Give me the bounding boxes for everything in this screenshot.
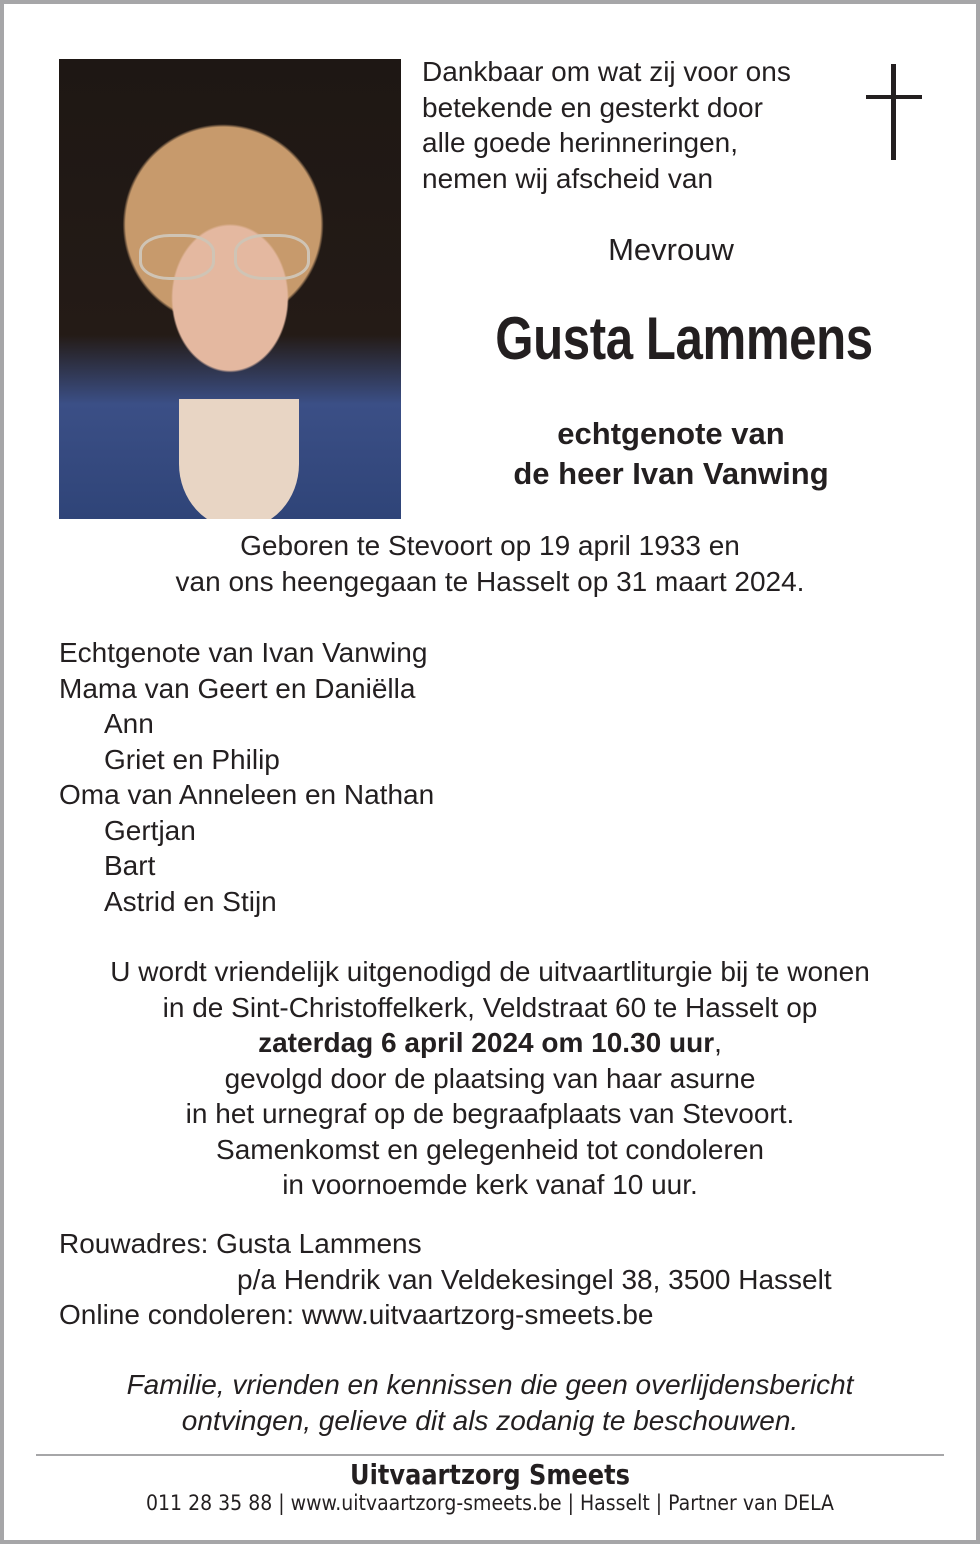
portrait-photo <box>59 59 401 519</box>
family-line: Oma van Anneleen en Nathan <box>59 779 435 810</box>
invitation-line: in voornoemde kerk vanaf 10 uur. <box>282 1169 698 1200</box>
family-list <box>59 635 434 919</box>
online-condolences[interactable]: Online condoleren: www.uitvaartzorg-smeets.be <box>59 1299 654 1330</box>
spouse-line: echtgenote van <box>557 416 785 451</box>
death-line: van ons heengegaan te Hasselt op 31 maart 2024. <box>175 565 805 597</box>
birth-death-text <box>4 528 976 599</box>
death-notice-card <box>4 4 976 1540</box>
cross-icon <box>866 64 922 160</box>
invitation-line: gevolgd door de plaatsing van haar asurne <box>224 1062 756 1094</box>
funeral-home-contact: 011 28 35 88 | www.uitvaartzorg-smeets.be | Hasselt | Partner van DELA <box>146 1491 834 1515</box>
family-line: Griet en Philip <box>104 743 280 775</box>
invitation-line: in de Sint-Christoffelkerk, Veldstraat 60 te Hasselt op <box>162 991 818 1023</box>
invitation-text <box>4 954 976 1203</box>
comma: , <box>714 1027 722 1058</box>
mourning-address: p/a Hendrik van Veldekesingel 38, 3500 Hasselt <box>237 1263 832 1295</box>
intro-line: alle goede herinneringen, <box>422 127 739 158</box>
family-line: Bart <box>104 850 156 881</box>
family-line: Gertjan <box>104 814 196 846</box>
spouse-line: de heer Ivan Vanwing <box>513 456 829 491</box>
mourning-address-label: Rouwadres: Gusta Lammens <box>59 1228 422 1259</box>
family-line: Ann <box>104 708 154 739</box>
notice-line: ontvingen, gelieve dit als zodanig te beschouwen. <box>181 1404 799 1436</box>
funeral-date-bold: zaterdag 6 april 2024 om 10.30 uur <box>258 1027 715 1058</box>
family-line: Echtgenote van Ivan Vanwing <box>59 637 428 668</box>
address-block <box>59 1226 832 1333</box>
honorific: Mevrouw <box>608 232 734 267</box>
spouse-text <box>424 414 918 494</box>
funeral-home-name: Uitvaartzorg Smeets <box>350 1458 630 1491</box>
photo-detail <box>139 234 215 280</box>
photo-detail <box>179 399 299 519</box>
family-line: Astrid en Stijn <box>104 885 277 917</box>
intro-line: Dankbaar om wat zij voor ons <box>422 56 791 87</box>
notice-text <box>4 1367 976 1438</box>
invitation-line: Samenkomst en gelegenheid tot condoleren <box>216 1133 764 1165</box>
intro-line: betekende en gesterkt door <box>422 91 763 123</box>
notice-line: Familie, vrienden en kennissen die geen overlijdensbericht <box>126 1369 854 1400</box>
photo-detail <box>234 234 310 280</box>
footer-divider <box>36 1454 944 1456</box>
invitation-line: U wordt vriendelijk uitgenodigd de uitvaartliturgie bij te wonen <box>110 956 870 987</box>
funeral-datetime <box>4 1025 976 1061</box>
family-line: Mama van Geert en Daniëlla <box>59 672 416 704</box>
deceased-name: Gusta Lammens <box>495 305 873 372</box>
birth-line: Geboren te Stevoort op 19 april 1933 en <box>240 530 740 561</box>
intro-text <box>422 54 791 196</box>
invitation-line: in het urnegraf op de begraafplaats van Stevoort. <box>185 1098 795 1129</box>
intro-line: nemen wij afscheid van <box>422 162 714 194</box>
